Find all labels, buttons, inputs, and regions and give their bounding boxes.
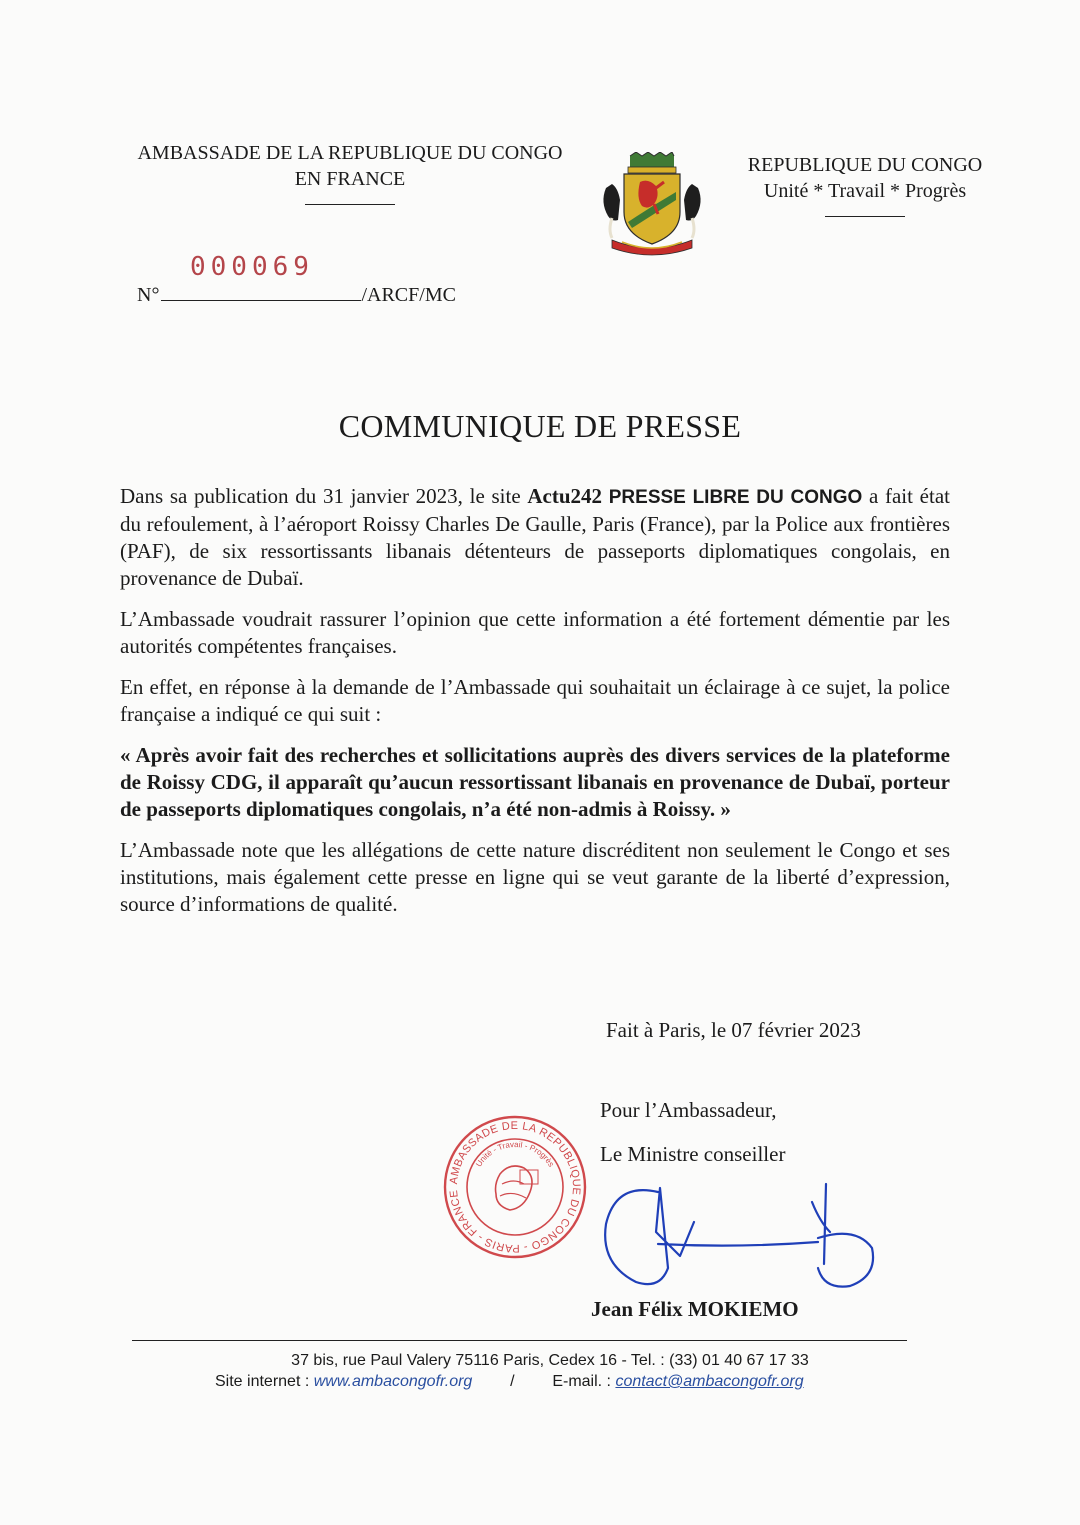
footer-separator: / <box>510 1373 515 1390</box>
handwritten-signature-icon <box>598 1172 888 1297</box>
reference-suffix: /ARCF/MC <box>361 284 456 306</box>
sender-header <box>130 140 570 205</box>
dateline: Fait à Paris, le 07 février 2023 <box>606 1018 861 1042</box>
signatory-for-line: Pour l’Ambassadeur, <box>600 1098 777 1122</box>
paragraph-3: En effet, en réponse à la demande de l’Ambassade qui souhaitait un éclairage à ce sujet, la police française a indiqué ce qui suit : <box>120 675 950 726</box>
website-link[interactable]: www.ambacongofr.org <box>313 1373 473 1390</box>
site-tagline: PRESSE LIBRE DU CONGO <box>608 487 863 508</box>
country-name: REPUBLIQUE DU CONGO <box>747 154 983 176</box>
reference-blank-line <box>161 299 361 301</box>
reference-line <box>137 284 456 307</box>
country-header <box>740 152 990 217</box>
svg-text:Unité - Travail - Progrès <box>474 1140 556 1169</box>
sender-line-2: EN FRANCE <box>294 168 406 190</box>
website-label: Site internet : <box>215 1373 314 1390</box>
header-divider <box>305 204 395 205</box>
email-label: E-mail. : <box>552 1373 616 1390</box>
reference-prefix: N° <box>137 284 160 306</box>
embassy-seal-icon <box>440 1112 590 1262</box>
footer-address: 37 bis, rue Paul Valery 75116 Paris, Cedex 16 - Tel. : (33) 01 40 67 17 33 <box>291 1352 809 1369</box>
document-title: COMMUNIQUE DE PRESSE <box>338 408 742 444</box>
seal-outer-text: AMBASSADE DE LA REPUBLIQUE DU CONGO - PARIS - FRANCE <box>447 1119 583 1255</box>
footer-divider <box>132 1340 907 1341</box>
national-motto: Unité * Travail * Progrès <box>763 180 967 202</box>
paragraph-1 <box>120 483 950 592</box>
signer-name: Jean Félix MOKIEMO <box>591 1297 799 1321</box>
coat-of-arms-icon <box>598 152 706 256</box>
header-divider <box>825 216 905 217</box>
site-name: Actu242 <box>527 484 603 508</box>
document-body <box>120 483 950 932</box>
paragraph-5: L’Ambassade note que les allégations de cette nature discréditent non seulement le Congo et ses institutions, mais également cette presse en ligne qui se veut garante de la liberté d’expression, source d’informations de qualité. <box>120 838 950 916</box>
email-link[interactable]: contact@ambacongofr.org <box>615 1373 804 1390</box>
paragraph-2: L’Ambassade voudrait rassurer l’opinion que cette information a été fortement démentie par les autorités compétentes françaises. <box>120 607 950 658</box>
reference-number-stamp: 000069 <box>190 252 314 282</box>
footer-contacts <box>215 1373 804 1391</box>
paragraph-1-intro: Dans sa publication du 31 janvier 2023, le site <box>120 484 528 508</box>
police-quote: « Après avoir fait des recherches et sollicitations auprès des divers services de la plateforme de Roissy CDG, il apparaît qu’aucun ressortissant libanais en provenance de Dubaï, porteur de passeports diplomatiques congolais, n’a été non-admis à Roissy. » <box>120 743 950 821</box>
signatory-role: Le Ministre conseiller <box>600 1142 786 1166</box>
sender-line-1: AMBASSADE DE LA REPUBLIQUE DU CONGO <box>137 142 563 164</box>
paragraph-1-rest: a fait état du refoulement, à l’aéroport Roissy Charles De Gaulle, Paris (France), par la Police aux frontières (PAF), de six ressortissants libanais détenteurs de passeports diplomatiques congolais, en provenance de Dubaï. <box>120 484 950 590</box>
seal-inner-text: Unité - Travail - Progrès <box>474 1139 556 1169</box>
